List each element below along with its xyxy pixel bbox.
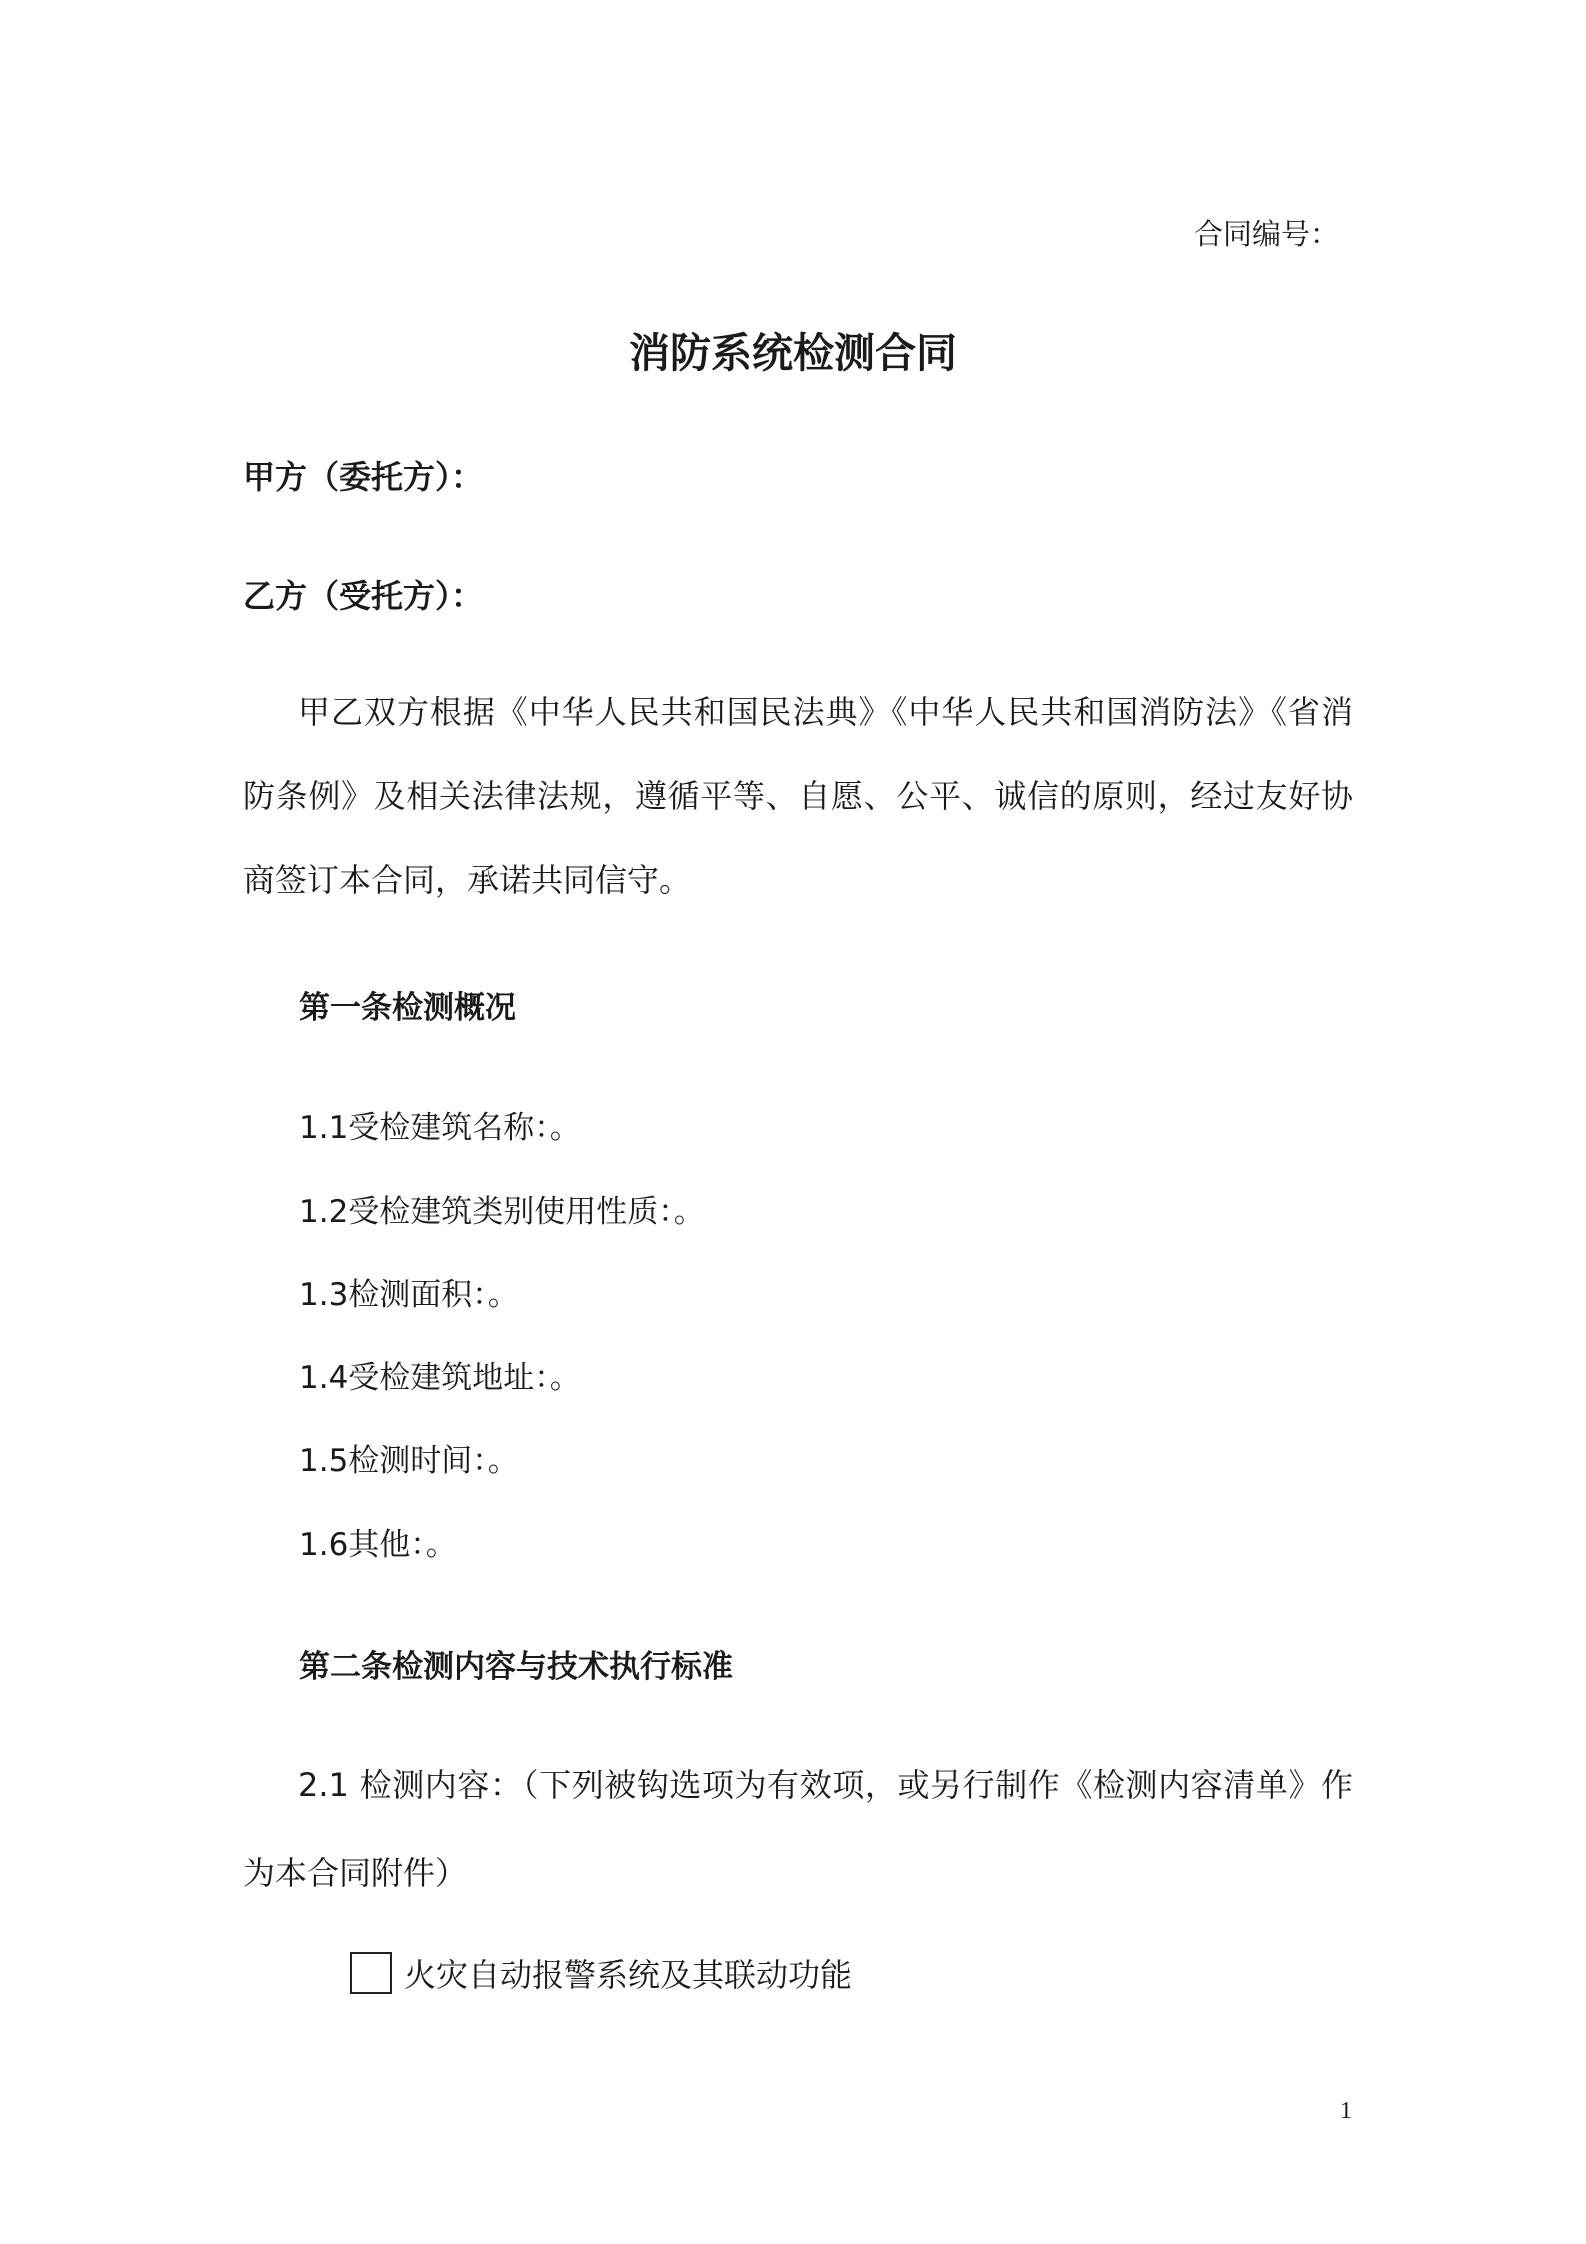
article-1-heading: 第一条检测概况 — [299, 990, 516, 1026]
checkbox-item-fire-alarm[interactable] — [350, 1950, 852, 1996]
article-1-item: 1.3检测面积：。 — [299, 1277, 519, 1313]
preamble-paragraph: 甲乙双方根据《中华人民共和国民法典》《中华人民共和国消防法》《省消防条例》及相关法律法规，遵循平等、自愿、公平、诚信的原则，经过友好协商签订本合同，承诺共同信守。 — [243, 693, 1353, 899]
article-1-item: 1.1受检建筑名称：。 — [299, 1110, 581, 1146]
article-1-item: 1.6其他：。 — [299, 1527, 457, 1563]
contract-number-label: 合同编号： — [1193, 217, 1339, 251]
article-1-item: 1.2受检建筑类别使用性质：。 — [299, 1194, 705, 1230]
article-2-heading: 第二条检测内容与技术执行标准 — [299, 1649, 733, 1685]
party-a-label: 甲方（委托方）： — [243, 458, 484, 496]
article-1-item: 1.4受检建筑地址：。 — [299, 1360, 581, 1396]
clause-2-1: 2.1 检测内容：（下列被钩选项为有效项，或另行制作《检测内容清单》作为本合同附件） — [243, 1766, 1353, 1892]
document-title: 消防系统检测合同 — [629, 329, 957, 377]
party-b-label: 乙方（受托方）： — [243, 577, 484, 615]
checkbox-label: 火灾自动报警系统及其联动功能 — [404, 1956, 853, 1994]
page-number: 1 — [1340, 2098, 1352, 2124]
article-1-item: 1.5检测时间：。 — [299, 1443, 519, 1479]
checkbox-icon[interactable] — [350, 1952, 392, 1994]
